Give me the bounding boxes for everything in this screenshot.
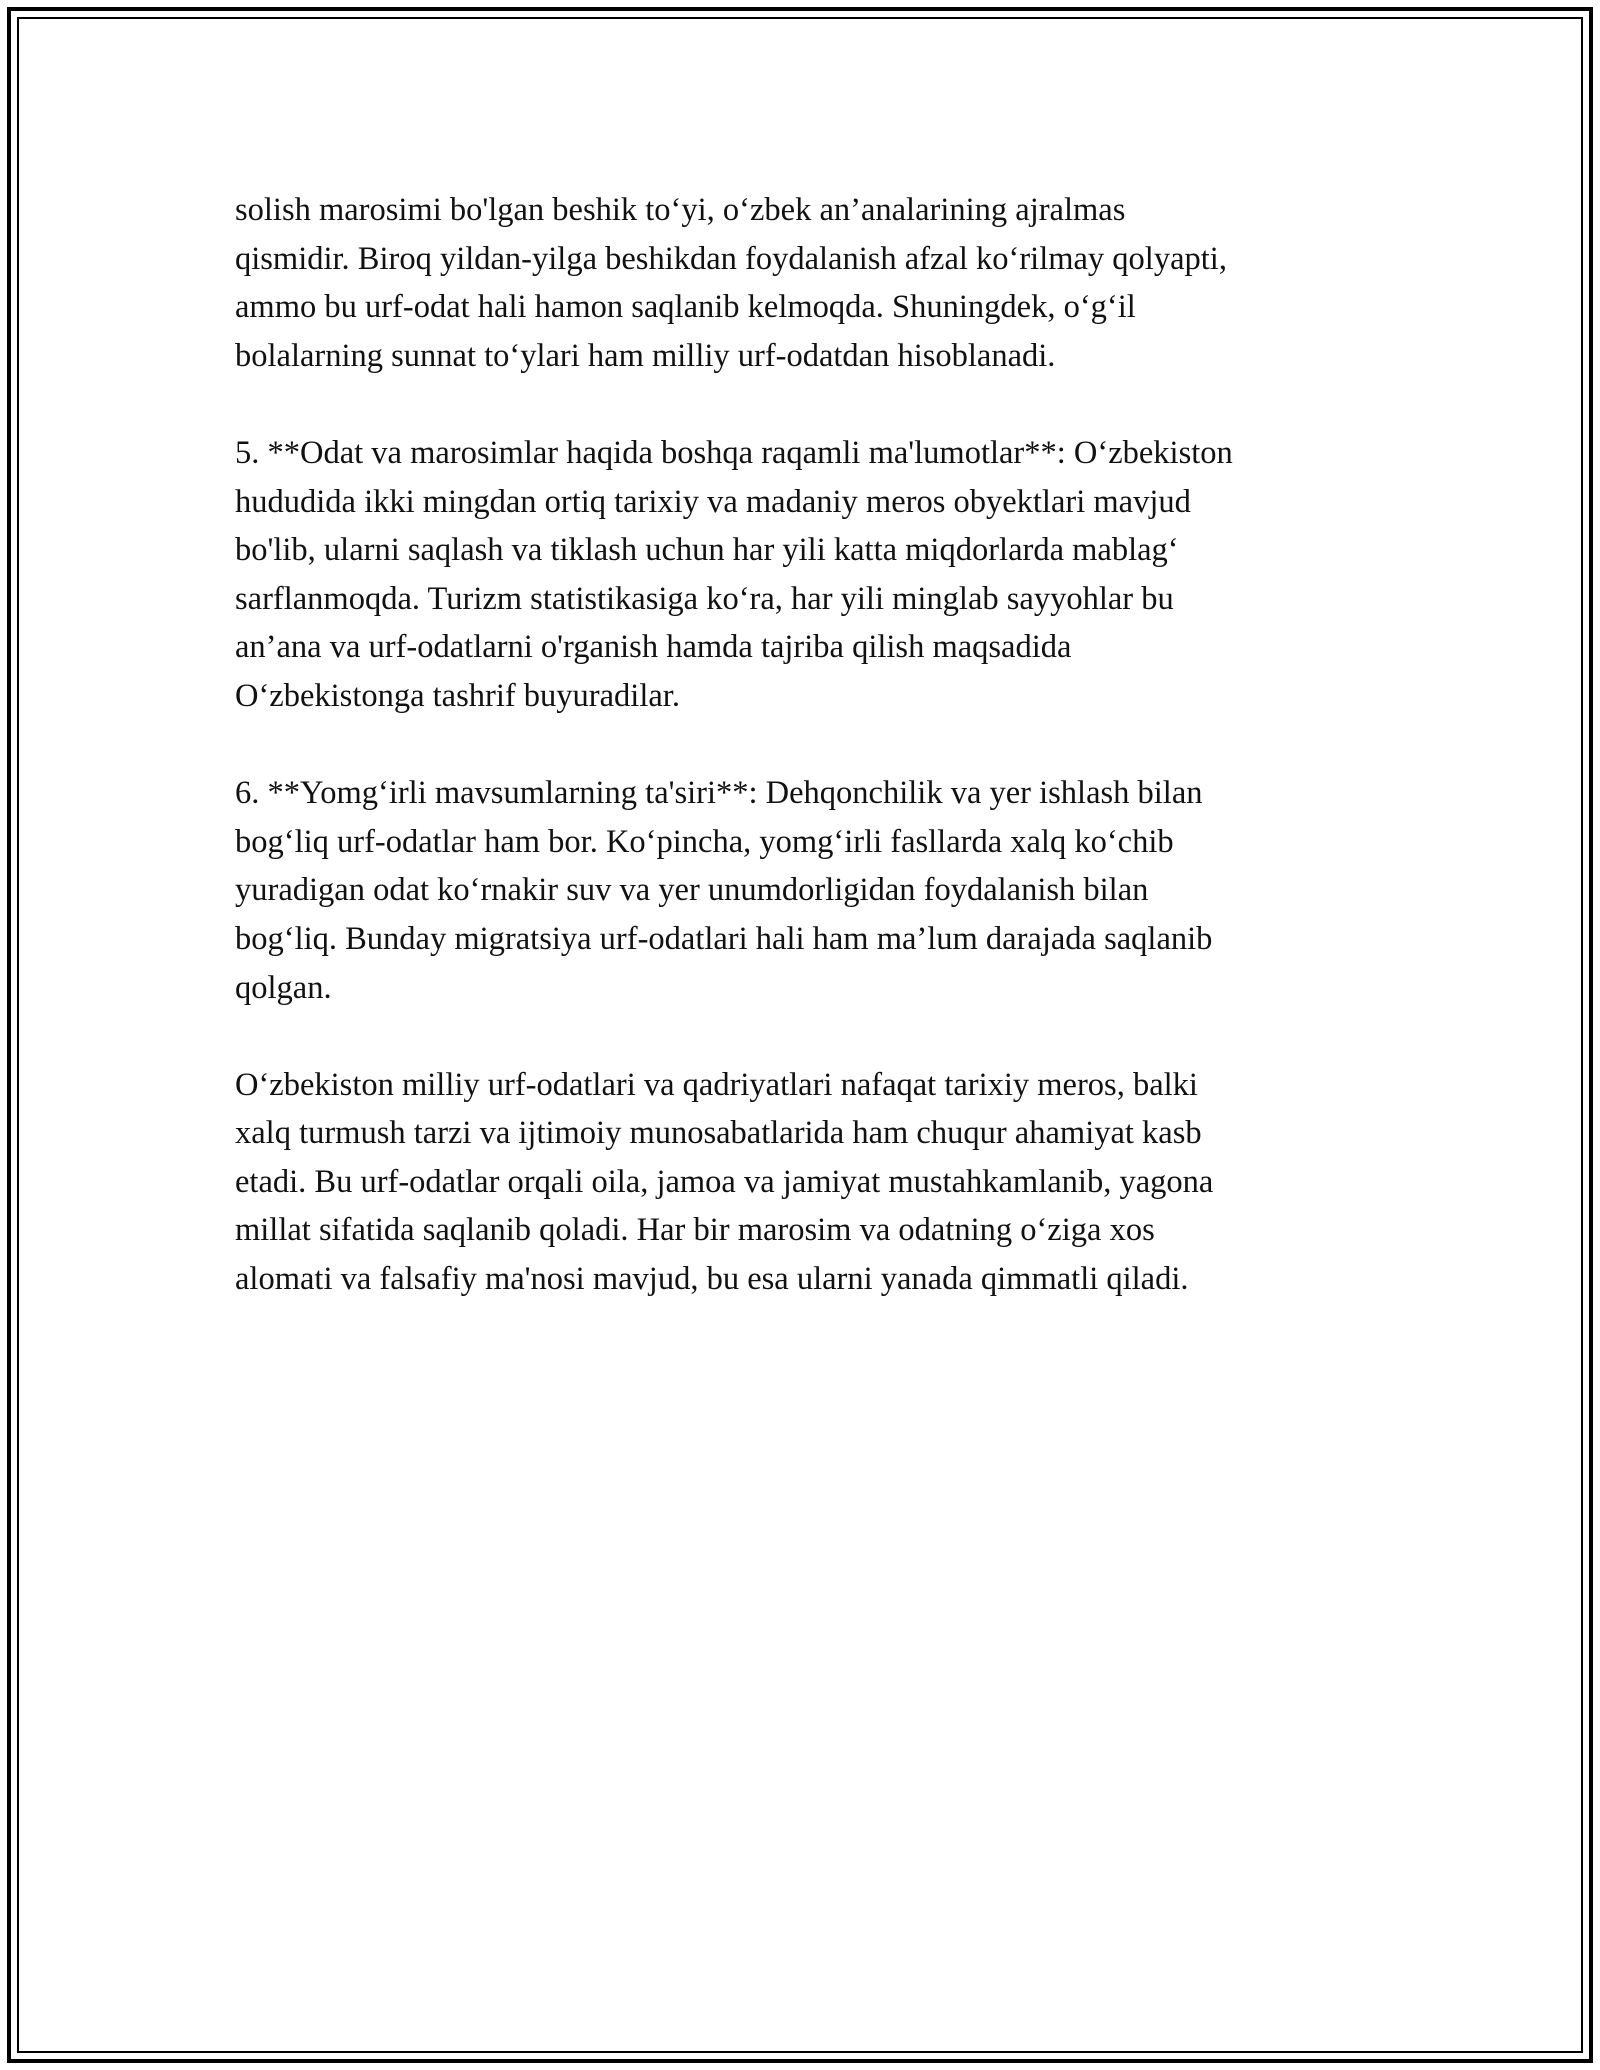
paragraph-heritage-statistics: 5. **Odat va marosimlar haqida boshqa raqamli ma'lumotlar**: O‘zbekiston hududida ikki mingdan ortiq tarixiy va madaniy meros obyektlari mavjud bo'lib, ularni saqlash va tiklash uchun har yili katta miqdorlarda mablag‘ sarflanmoqda. Turizm statistikasiga ko‘ra, har yili minglab sayyohlar bu an’ana va urf-odatlarni o'rganish hamda tajriba qilish maqsadida O‘zbekistonga tashrif buyuradilar. <box>235 434 1233 714</box>
document-body <box>235 186 1385 1352</box>
paragraph-rainy-seasons: 6. **Yomg‘irli mavsumlarning ta'siri**: Dehqonchilik va yer ishlash bilan bog‘liq urf-odatlar ham bor. Ko‘pincha, yomg‘irli fasllarda xalq ko‘chib yuradigan odat ko‘rnakir suv va yer unumdorligidan foydalanish bilan bog‘liq. Bunday migratsiya urf-odatlari hali ham ma’lum darajada saqlanib qolgan. <box>235 775 1213 1006</box>
paragraph-cradle-ceremony: solish marosimi bo'lgan beshik to‘yi, o‘zbek an’analarining ajralmas qismidir. Biroq yildan-yilga beshikdan foydalanish afzal ko‘rilmay qolyapti, ammo bu urf-odat hali hamon saqlanib kelmoqda. Shuningdek, o‘g‘il bolalarning sunnat to‘ylari ham milliy urf-odatdan hisoblanadi. <box>235 192 1227 374</box>
paragraph-conclusion: O‘zbekiston milliy urf-odatlari va qadriyatlari nafaqat tarixiy meros, balki xalq turmush tarzi va ijtimoiy munosabatlarida ham chuqur ahamiyat kasb etadi. Bu urf-odatlar orqali oila, jamoa va jamiyat mustahkamlanib, yagona millat sifatida saqlanib qoladi. Har bir marosim va odatning o‘ziga xos alomati va falsafiy ma'nosi mavjud, bu esa ularni yanada qimmatli qiladi. <box>235 1066 1214 1298</box>
